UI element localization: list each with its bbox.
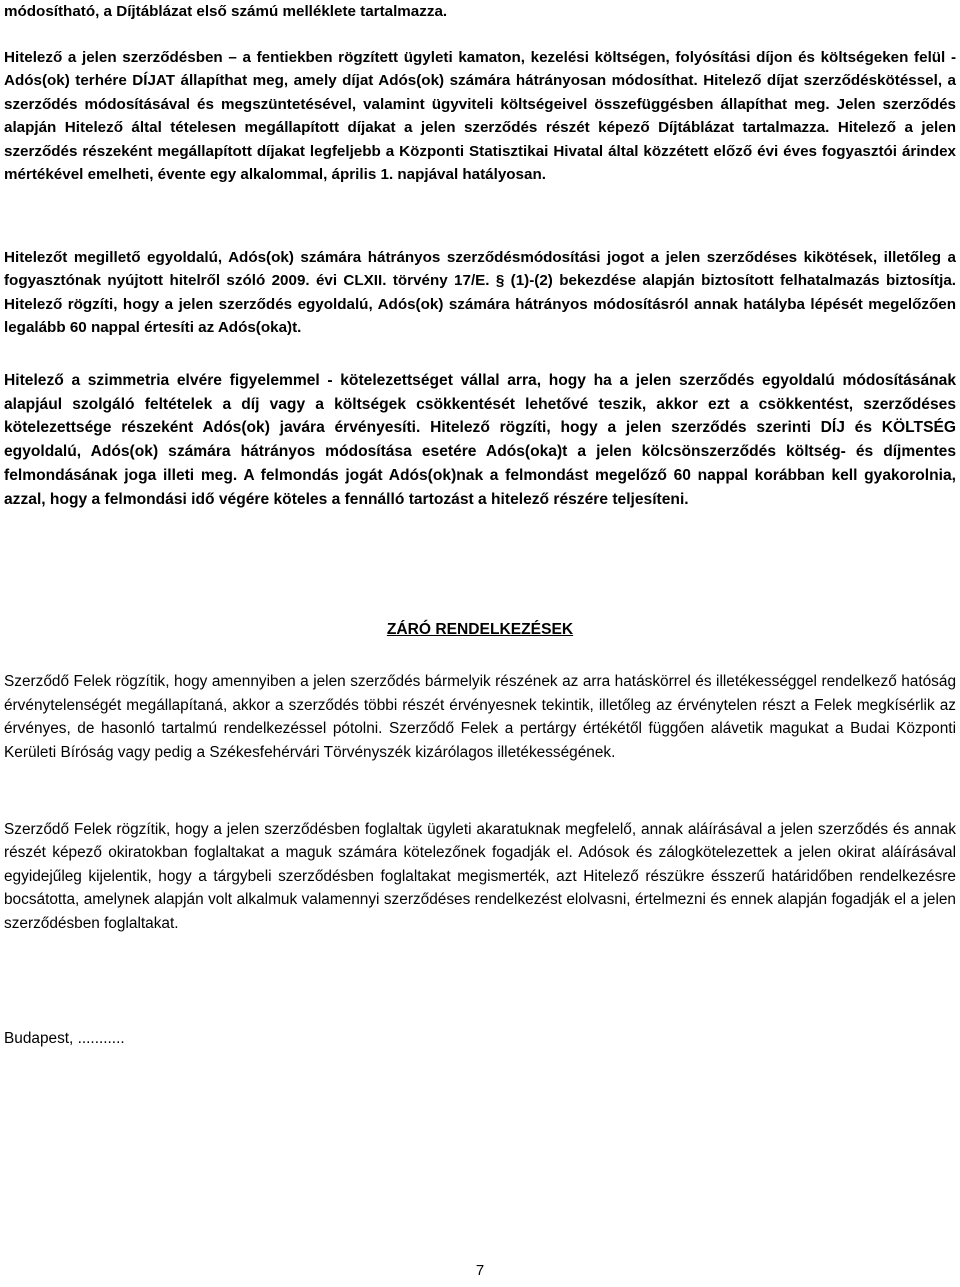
acceptance-paragraph: Szerződő Felek rögzítik, hogy a jelen szerződésben foglaltak ügyleti akaratuknak megfelelő, annak aláírásával a jelen szerződés és annak részét képező okiratokban foglaltakat a maguk számára kötelezőnek fogadják el. Adósok és zálogkötelezettek a jelen okirat aláírásával egyidejűleg kijelentik, hogy a tárgybeli szerződésben foglaltakat megismerték, azt Hitelező részükre ésszerű határidőben rendelkezésre bocsátotta, amelynek alapján volt alkalmuk valamennyi szerződéses rendelkezést elolvasni, értelmezni és ennek alapján fogadják el a jelen szerződésben foglaltakat. — [4, 821, 956, 932]
invalidity-paragraph: Szerződő Felek rögzítik, hogy amennyiben a jelen szerződés bármelyik részének az arra hatáskörrel és illetékességgel rendelkező hatóság érvénytelenségét megállapítaná, akkor a szerződés többi részét érvényesnek tekintik, illetőleg az érvénytelen részt a Felek megkísérlik az érvényes, de hasonló tartalmú rendelkezéssel pótolni. Szerződő Felek a pertárgy értékétől függően alávetik magukat a Budai Központi Kerületi Bíróság vagy pedig a Székesfehérvári Törvényszék kizárólagos illetékességének. — [4, 673, 956, 761]
place-date-line: Budapest, ........... — [4, 1030, 125, 1047]
page-number: 7 — [475, 1262, 485, 1279]
section-heading: ZÁRÓ RENDELKEZÉSEK — [386, 621, 574, 638]
symmetry-paragraph: Hitelező a szimmetria elvére figyelemmel - kötelezettséget vállal arra, hogy ha a jelen szerződés egyoldalú módosításának alapjául szolgáló feltételek a díj vagy a költségek csökkentését lehetővé teszik, akkor ezt a csökkentést, szerződéses kötelezettsége részeként Adós(ok) javára érvényesíti. Hitelező rögzíti, hogy a jelen szerződés szerinti DÍJ és KÖLTSÉG egyoldalú, Adós(ok) számára hátrányos módosítása esetére Adós(oka)t a jelen kölcsönszerződés költség- és díjmentes felmondásának joga illeti meg. A felmondás jogát Adós(ok)nak a felmondást megelőző 60 nappal korábban kell gyakorolnia, azzal, hogy a felmondási idő végére köteles a fennálló tartozást a hitelező részére teljesíteni. — [4, 372, 956, 508]
fee-paragraph: Hitelező a jelen szerződésben – a fentiekben rögzített ügyleti kamaton, kezelési költségen, folyósítási díjon és költségeken felül - Adós(ok) terhére DÍJAT állapíthat meg, amely díjat Adós(ok) számára hátrányosan módosíthat. Hitelező díjat szerződéskötéssel, a szerződés módosításával és megszüntetésével, valamint ügyviteli költségeivel összefüggésben állapíthat meg. Jelen szerződés alapján Hitelező által tételesen megállapított díjakat a jelen szerződés részét képező Díjtáblázat tartalmazza. Hitelező a jelen szerződés részeként megállapított díjakat legfeljebb a Központi Statisztikai Hivatal által közzétett előző évi éves fogyasztói árindex mértékével emelheti, évente egy alkalommal, április 1. napjával hatályosan. — [4, 49, 956, 184]
continued-sentence: módosítható, a Díjtáblázat első számú melléklete tartalmazza. — [4, 3, 448, 20]
modification-right-paragraph: Hitelezőt megillető egyoldalú, Adós(ok) számára hátrányos szerződésmódosítási jogot a jelen szerződéses kikötések, illetőleg a fogyasztónak nyújtott hitelről szóló 2009. évi CLXII. törvény 17/E. § (1)-(2) bekezdése alapján biztosított felhatalmazás biztosítja. Hitelező rögzíti, hogy a jelen szerződés egyoldalú, Adós(ok) számára hátrányos módosításról annak hatályba lépését megelőzően legalább 60 nappal értesíti az Adós(oka)t. — [4, 249, 956, 337]
